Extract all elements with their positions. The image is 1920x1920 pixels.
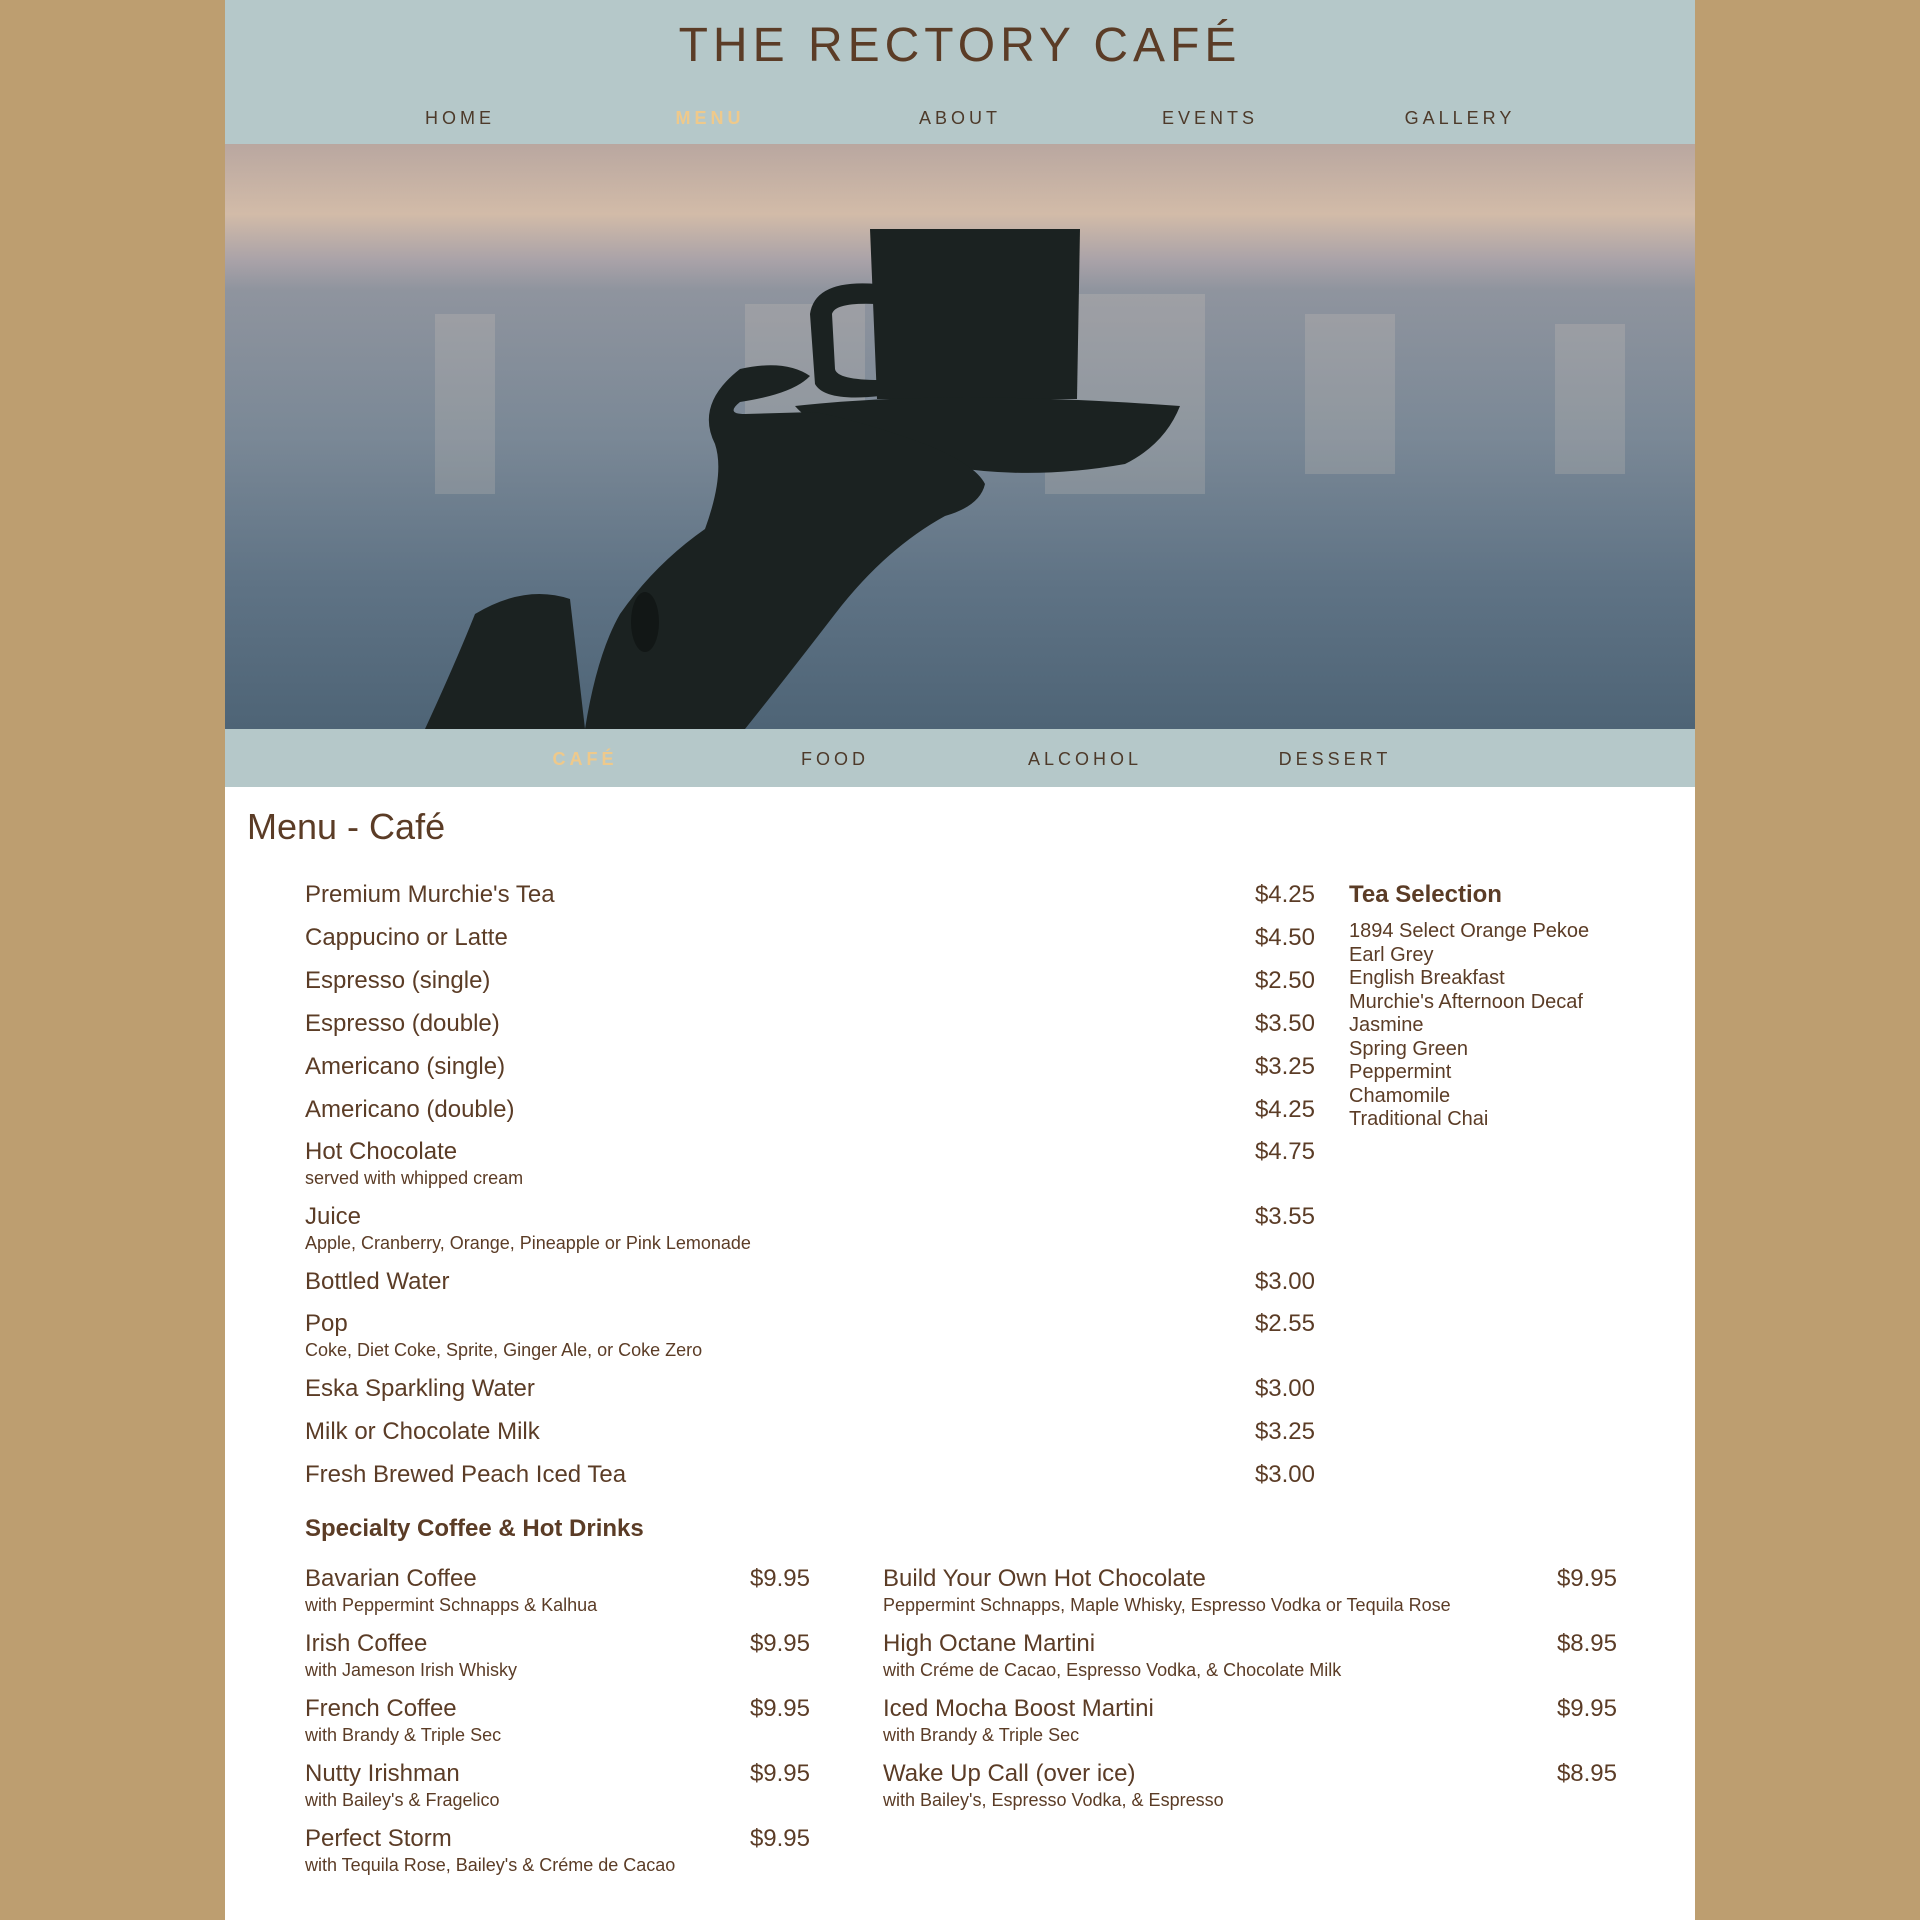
nav-item-events[interactable]: EVENTS <box>1161 108 1259 128</box>
tea-item: Traditional Chai <box>1349 1108 1489 1130</box>
nav-item-gallery[interactable]: GALLERY <box>1404 108 1516 128</box>
tea-item: English Breakfast <box>1349 967 1505 989</box>
specialty-item-description: with Brandy & Triple Sec <box>305 1725 502 1745</box>
menu-item-price: $4.25 <box>1254 1096 1315 1123</box>
tab-dessert[interactable]: DESSERT <box>1278 749 1392 769</box>
page-container <box>225 0 1695 1920</box>
menu-item-price: $3.50 <box>1254 1010 1315 1037</box>
menu-item-description: served with whipped cream <box>305 1168 524 1188</box>
menu-item <box>305 1137 1315 1202</box>
specialty-item-name: French Coffee <box>305 1695 457 1722</box>
menu-item-price: $3.00 <box>1254 1268 1315 1295</box>
specialty-item <box>305 1759 810 1824</box>
specialty-item-description: with Peppermint Schnapps & Kalhua <box>305 1595 598 1615</box>
menu-item <box>305 1460 1315 1503</box>
tea-item: Earl Grey <box>1349 943 1434 966</box>
menu-item <box>305 1095 1315 1137</box>
menu-item <box>305 1009 1315 1052</box>
site-header <box>225 0 1695 144</box>
tab-food[interactable]: FOOD <box>801 749 869 769</box>
tab-cafe[interactable]: CAFÉ <box>552 749 618 769</box>
specialty-item-description: Peppermint Schnapps, Maple Whisky, Espresso Vodka or Tequila Rose <box>883 1595 1451 1615</box>
menu-item-price: $2.50 <box>1254 967 1315 994</box>
menu-item-name: Americano (single) <box>305 1053 506 1080</box>
tea-item: Chamomile <box>1349 1084 1451 1107</box>
menu-item-price: $4.75 <box>1254 1138 1315 1165</box>
menu-item-description: Apple, Cranberry, Orange, Pineapple or Pink Lemonade <box>305 1233 751 1253</box>
menu-item <box>305 1309 1315 1374</box>
tea-selection-title: Tea Selection <box>1349 881 1502 908</box>
specialty-item-price: $9.95 <box>749 1565 810 1592</box>
specialty-item <box>883 1564 1617 1629</box>
nav-item-menu[interactable]: MENU <box>675 108 745 128</box>
menu-item-name: Americano (double) <box>305 1096 515 1123</box>
menu-item-price: $3.55 <box>1254 1203 1315 1230</box>
specialty-item-name: Nutty Irishman <box>305 1760 460 1787</box>
specialty-item <box>883 1694 1617 1759</box>
specialty-list-left <box>305 1564 810 1889</box>
specialty-item-description: with Brandy & Triple Sec <box>883 1725 1080 1745</box>
specialty-item-price: $9.95 <box>1556 1565 1617 1592</box>
specialty-item-description: with Jameson Irish Whisky <box>305 1660 518 1680</box>
tab-alcohol[interactable]: ALCOHOL <box>1027 749 1143 769</box>
tea-item: Murchie's Afternoon Decaf <box>1349 990 1583 1013</box>
tea-item: Spring Green <box>1349 1037 1468 1060</box>
menu-item <box>305 880 1315 923</box>
menu-item-name: Eska Sparkling Water <box>305 1375 535 1402</box>
specialty-item <box>883 1759 1617 1824</box>
tea-item: Peppermint <box>1349 1061 1452 1083</box>
specialty-item-price: $8.95 <box>1556 1760 1617 1787</box>
menu-item-name: Espresso (double) <box>305 1010 500 1037</box>
menu-item-price: $2.55 <box>1254 1310 1315 1337</box>
specialty-item <box>883 1629 1617 1694</box>
menu-item <box>305 1417 1315 1460</box>
specialty-item-price: $8.95 <box>1556 1630 1617 1657</box>
specialty-item <box>305 1629 810 1694</box>
menu-item <box>305 1267 1315 1309</box>
specialty-item-description: with Bailey's & Fragelico <box>305 1790 500 1810</box>
specialty-item-name: High Octane Martini <box>883 1630 1096 1657</box>
specialty-section-title: Specialty Coffee & Hot Drinks <box>305 1515 644 1542</box>
menu-item-name: Bottled Water <box>305 1268 450 1295</box>
menu-item <box>305 1052 1315 1095</box>
specialty-item-price: $9.95 <box>1556 1695 1617 1722</box>
menu-item <box>305 1374 1315 1417</box>
tea-item: 1894 Select Orange Pekoe <box>1349 920 1590 942</box>
menu-item-price: $3.25 <box>1254 1053 1315 1080</box>
menu-item-name: Milk or Chocolate Milk <box>305 1418 540 1445</box>
specialty-item-price: $9.95 <box>749 1825 810 1852</box>
site-title[interactable]: THE RECTORY CAFÉ <box>678 19 1242 72</box>
menu-item <box>305 923 1315 966</box>
menu-item-name: Juice <box>305 1203 362 1230</box>
specialty-list-right <box>883 1564 1617 1824</box>
menu-item-price: $3.00 <box>1254 1375 1315 1402</box>
specialty-item-price: $9.95 <box>749 1695 810 1722</box>
menu-item-name: Premium Murchie's Tea <box>305 881 555 908</box>
specialty-item-name: Build Your Own Hot Chocolate <box>883 1565 1206 1592</box>
menu-item-price: $3.25 <box>1254 1418 1315 1445</box>
specialty-item-description: with Bailey's, Espresso Vodka, & Espresso <box>883 1790 1224 1810</box>
cafe-menu-list <box>305 880 1315 1503</box>
nav-item-about[interactable]: ABOUT <box>918 108 1001 128</box>
hero-coffee-cup-illustration <box>225 144 1695 729</box>
specialty-item <box>305 1564 810 1629</box>
main-nav <box>225 108 1695 132</box>
menu-item-name: Cappucino or Latte <box>305 924 508 951</box>
menu-item-description: Coke, Diet Coke, Sprite, Ginger Ale, or Coke Zero <box>305 1340 703 1360</box>
menu-item-name: Fresh Brewed Peach Iced Tea <box>305 1461 627 1488</box>
hero-image <box>225 144 1695 729</box>
tea-item: Jasmine <box>1349 1014 1424 1036</box>
menu-item-price: $4.50 <box>1254 924 1315 951</box>
specialty-item-name: Iced Mocha Boost Martini <box>883 1695 1154 1722</box>
specialty-item <box>305 1824 810 1889</box>
specialty-item-name: Irish Coffee <box>305 1630 428 1657</box>
specialty-item-name: Wake Up Call (over ice) <box>883 1760 1136 1787</box>
specialty-item-name: Bavarian Coffee <box>305 1565 477 1592</box>
menu-item <box>305 1202 1315 1267</box>
menu-item-price: $3.00 <box>1254 1461 1315 1488</box>
menu-category-nav <box>225 729 1695 787</box>
menu-item-name: Pop <box>305 1310 348 1337</box>
menu-item-name: Espresso (single) <box>305 967 491 994</box>
specialty-item-name: Perfect Storm <box>305 1825 452 1852</box>
menu-item-price: $4.25 <box>1254 881 1315 908</box>
specialty-item-description: with Tequila Rose, Bailey's & Créme de Cacao <box>305 1855 676 1875</box>
specialty-item-price: $9.95 <box>749 1630 810 1657</box>
page-title: Menu - Café <box>247 806 446 847</box>
specialty-item-price: $9.95 <box>749 1760 810 1787</box>
menu-item-name: Hot Chocolate <box>305 1138 458 1165</box>
menu-item <box>305 966 1315 1009</box>
specialty-item-description: with Créme de Cacao, Espresso Vodka, & Chocolate Milk <box>883 1660 1342 1680</box>
nav-item-home[interactable]: HOME <box>425 108 495 128</box>
specialty-item <box>305 1694 810 1759</box>
tea-selection <box>1349 880 1649 1132</box>
